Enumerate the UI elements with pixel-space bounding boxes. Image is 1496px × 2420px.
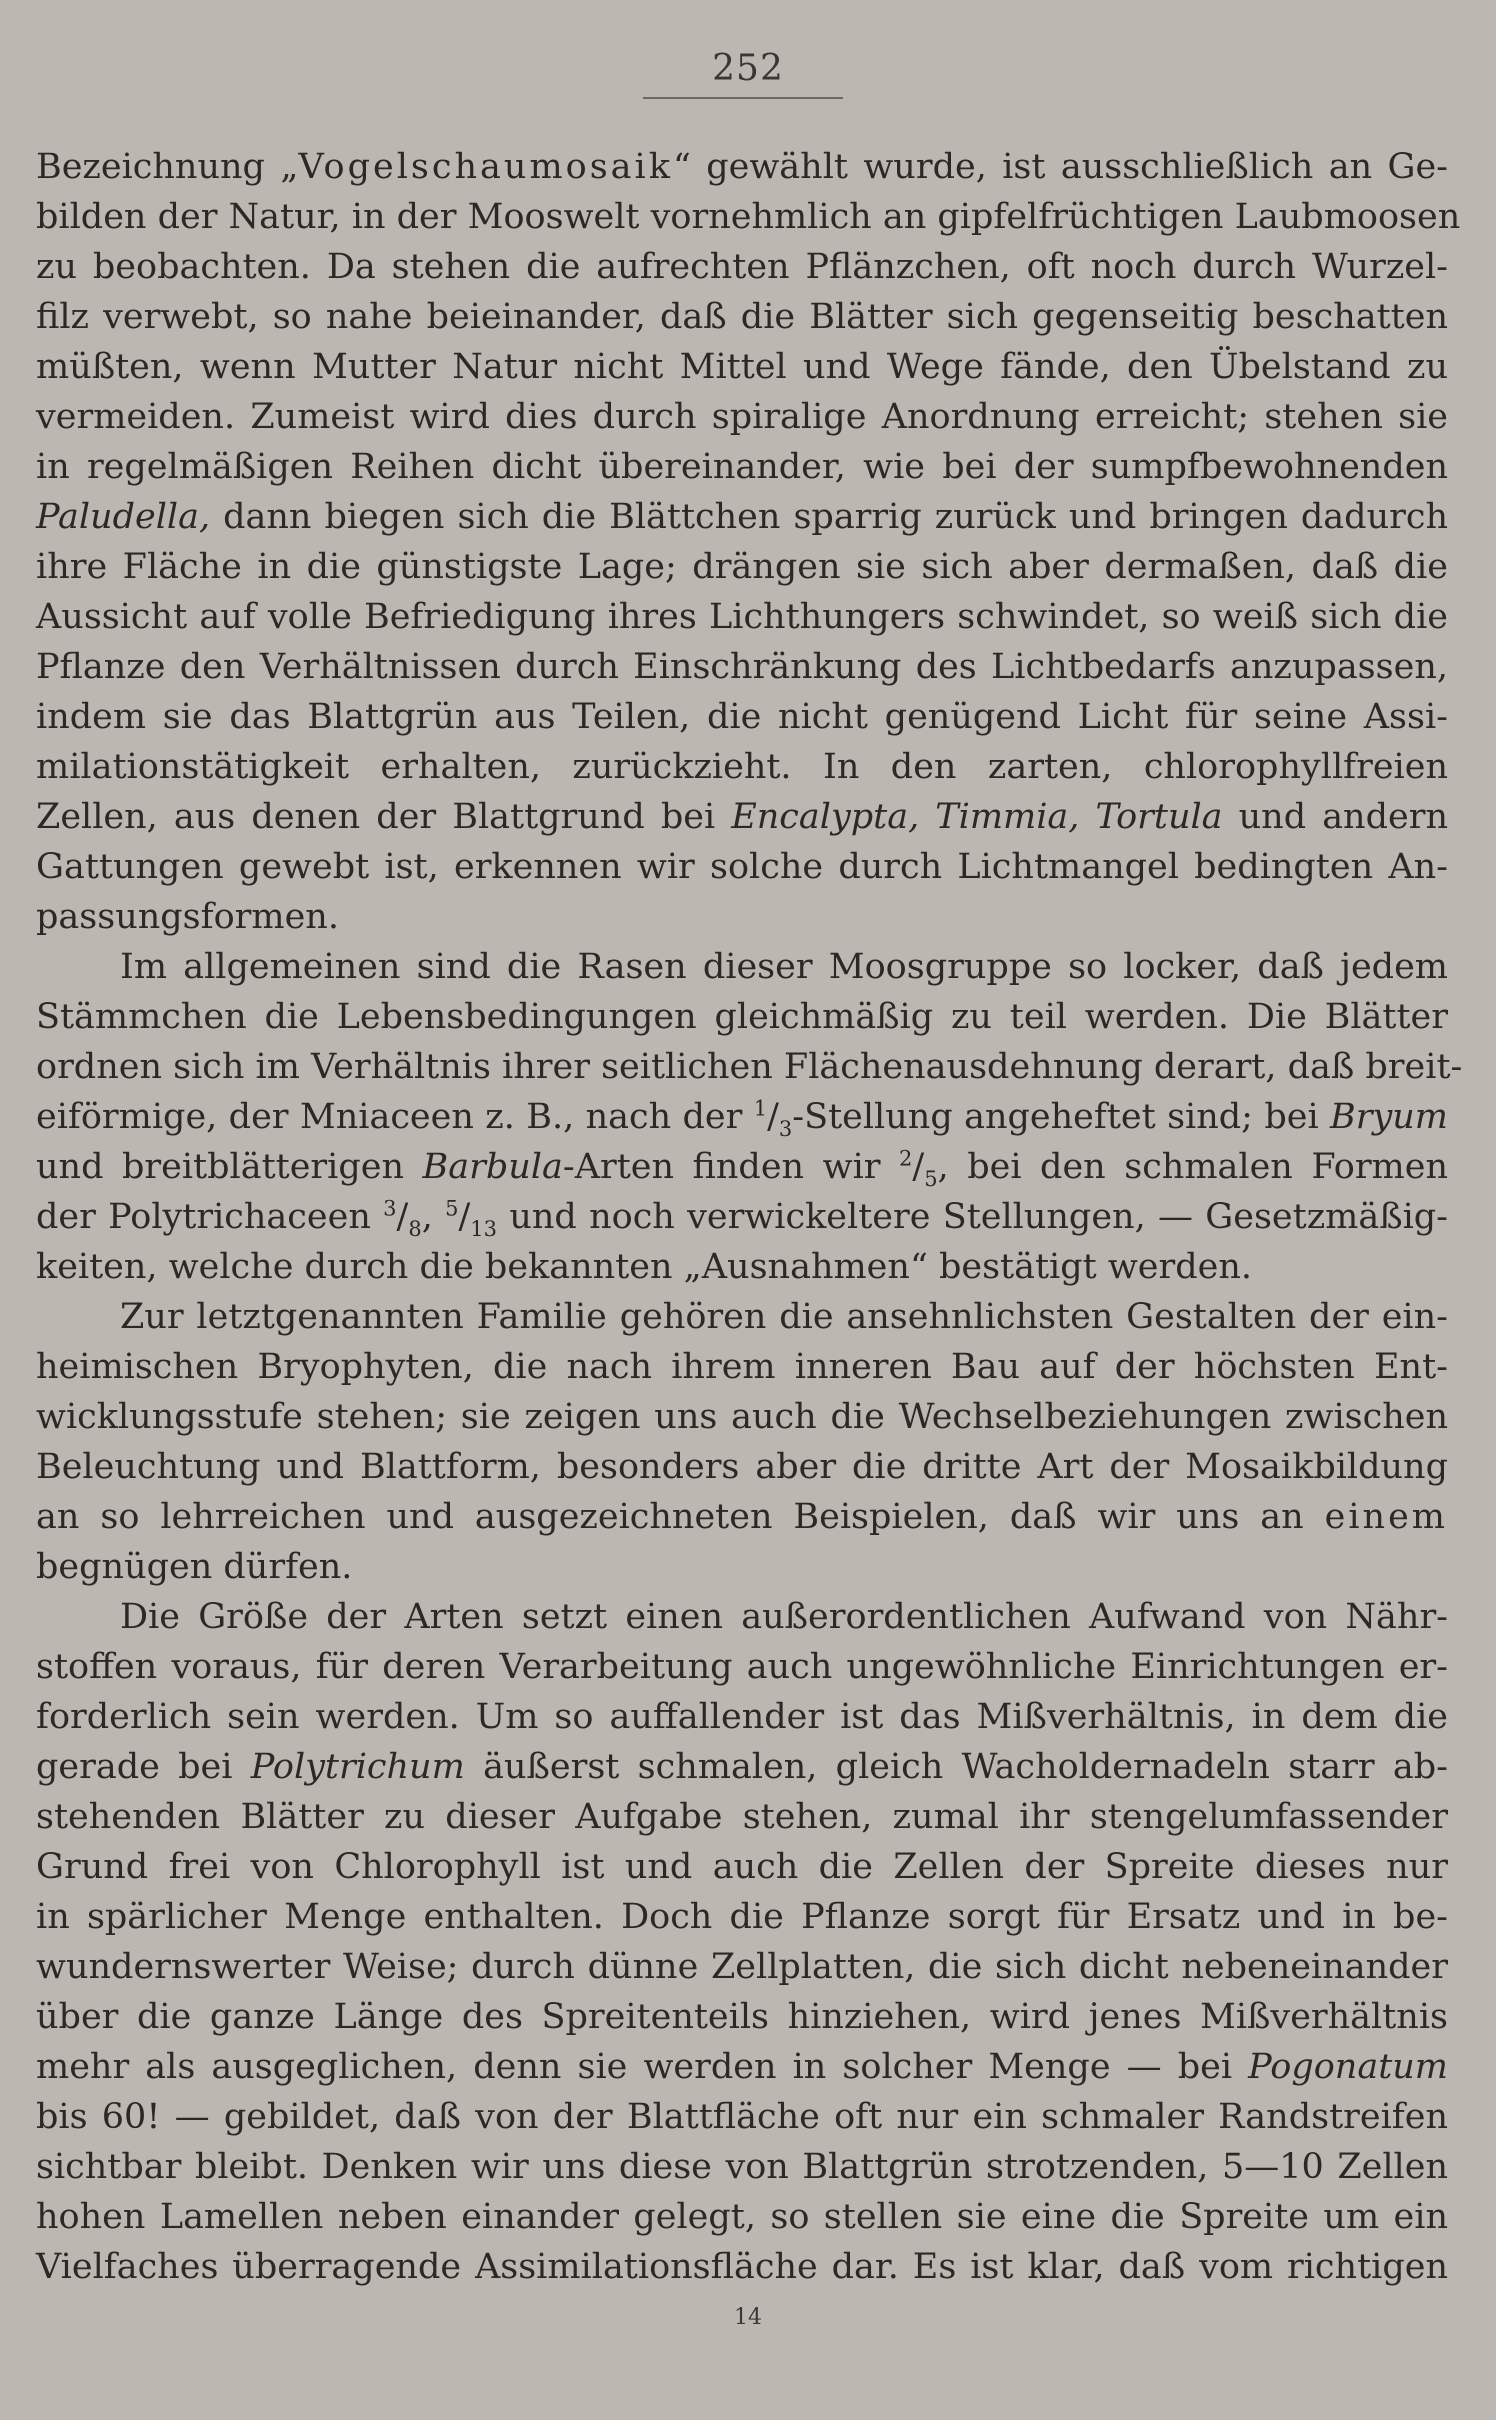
text-segment: Grund frei von Chlorophyll ist und auch die Zellen der Spreite dieses nur (36, 1847, 1448, 1887)
text-line (36, 1992, 1448, 2042)
text-segment: Vielfaches überragende Assimilationsfläche dar. Es ist klar, daß vom richtigen (36, 2247, 1448, 2287)
text-segment: heimischen Bryophyten, die nach ihrem inneren Bau auf der höchsten Ent- (36, 1347, 1448, 1387)
text-line (36, 1292, 1448, 1342)
text-line (36, 2042, 1448, 2092)
text-line (36, 192, 1461, 242)
italic-term: Bryum (1330, 1097, 1448, 1137)
text-line (36, 692, 1448, 742)
text-segment: der Polytrichaceen (36, 1197, 384, 1237)
text-segment: begnügen dürfen. (36, 1547, 353, 1587)
italic-term: Pogonatum (1248, 2047, 1448, 2087)
text-line (36, 892, 1448, 942)
text-segment: wundernswerter Weise; durch dünne Zellplatten, die sich dicht nebeneinander (36, 1947, 1448, 1987)
text-segment: an so lehrreichen und ausgezeichneten Beispielen, daß wir uns an (36, 1497, 1325, 1537)
text-line (36, 492, 1448, 542)
text-line (36, 1242, 1448, 1292)
text-line (36, 2142, 1448, 2192)
text-segment: Vogelschaumosaik (298, 147, 673, 187)
fraction-part: 8 (408, 1217, 422, 1241)
text-line (36, 1942, 1448, 1992)
text-segment: wicklungsstufe stehen; sie zeigen uns auch die Wechselbeziehungen zwischen (36, 1397, 1448, 1437)
text-segment: dann biegen sich die Blättchen sparrig zurück und bringen dadurch (210, 497, 1448, 537)
text-segment: milationstätigkeit erhalten, zurückzieht. In den zarten, chlorophyllfreien (36, 747, 1448, 787)
text-segment: über die ganze Länge des Spreitenteils hinziehen, wird jenes Mißverhältnis (36, 1997, 1448, 2037)
text-line (36, 1892, 1448, 1942)
text-line (36, 1642, 1448, 1692)
text-line (36, 1492, 1448, 1542)
text-line (36, 942, 1448, 992)
text-line (36, 292, 1448, 342)
body-text (36, 142, 1463, 2292)
text-line (36, 642, 1448, 692)
text-segment: / (912, 1147, 925, 1187)
text-segment: Aussicht auf volle Befriedigung ihres Lichthungers schwindet, so weiß sich die (36, 597, 1448, 637)
fraction-part: 13 (470, 1217, 498, 1241)
italic-term: Encalypta, Timmia, Tortula (731, 797, 1223, 837)
text-line (36, 1742, 1448, 1792)
text-segment: / (767, 1097, 779, 1137)
text-line (36, 842, 1448, 892)
text-line (36, 442, 1448, 492)
text-line (36, 2192, 1448, 2242)
text-segment: Zur letztgenannten Familie gehören die ansehnlichsten Gestalten der ein- (120, 1297, 1448, 1337)
text-segment: in regelmäßigen Reihen dicht übereinander, wie bei der sumpfbewohnenden (36, 447, 1448, 487)
fraction-part: 5 (924, 1167, 938, 1191)
text-segment: keiten, welche durch die bekannten „Ausnahmen“ bestätigt werden. (36, 1247, 1253, 1287)
text-line (36, 242, 1448, 292)
text-line (36, 2092, 1448, 2142)
printer-signature: 14 (734, 2305, 762, 2330)
text-segment: / (458, 1197, 471, 1237)
header-rule (643, 97, 843, 99)
text-line (36, 592, 1448, 642)
text-segment: passungsformen. (36, 897, 339, 937)
text-segment: ihre Fläche in die günstigste Lage; drängen sie sich aber dermaßen, daß die (36, 547, 1448, 587)
text-line (36, 1842, 1448, 1892)
text-segment: in spärlicher Menge enthalten. Doch die Pflanze sorgt für Ersatz und in be- (36, 1897, 1448, 1937)
text-line (36, 392, 1448, 442)
text-line (36, 1142, 1448, 1192)
text-line (36, 1542, 1448, 1592)
text-line (36, 1692, 1448, 1742)
text-segment: Zellen, aus denen der Blattgrund bei (36, 797, 732, 837)
text-segment: vermeiden. Zumeist wird dies durch spiralige Anordnung erreicht; stehen sie (36, 397, 1448, 437)
text-segment: äußerst schmalen, gleich Wacholdernadeln starr ab- (464, 1747, 1448, 1787)
text-segment: , bei den schmalen Formen (937, 1147, 1448, 1187)
text-segment: mehr als ausgeglichen, denn sie werden in solcher Menge — bei (36, 2047, 1249, 2087)
text-segment: indem sie das Blattgrün aus Teilen, die nicht genügend Licht für seine Assi- (36, 697, 1448, 737)
italic-term: Paludella, (36, 497, 211, 537)
text-segment: bis 60! — gebildet, daß von der Blattfläche oft nur ein schmaler Randstreifen (36, 2097, 1448, 2137)
text-segment: filz verwebt, so nahe beieinander, daß die Blätter sich gegenseitig beschatten (36, 297, 1448, 337)
italic-term: Polytrichum (250, 1747, 465, 1787)
text-segment: und noch verwickeltere Stellungen, — Gesetzmäßig- (497, 1197, 1448, 1237)
text-segment: Bezeichnung „ (36, 147, 299, 187)
text-segment: müßten, wenn Mutter Natur nicht Mittel und Wege fände, den Übelstand zu (36, 347, 1448, 387)
fraction-part: 3 (383, 1196, 397, 1221)
text-line (36, 742, 1448, 792)
text-segment: Gattungen gewebt ist, erkennen wir solche durch Lichtmangel bedingten An- (36, 847, 1448, 887)
italic-term: Barbula (422, 1147, 563, 1187)
text-segment: -Arten finden wir (562, 1147, 900, 1187)
text-segment: sichtbar bleibt. Denken wir uns diese von Blattgrün strotzenden, 5—10 Zellen (36, 2147, 1448, 2187)
text-line (36, 1192, 1448, 1242)
text-line (36, 1342, 1448, 1392)
text-segment: bilden der Natur, in der Mooswelt vornehmlich an gipfelfrüchtigen Laubmoosen (36, 197, 1461, 237)
text-segment: -Stellung angeheftet sind; bei (792, 1097, 1331, 1137)
text-line (36, 2242, 1448, 2292)
text-line (36, 1092, 1448, 1142)
text-segment: und breitblätterigen (36, 1147, 423, 1187)
fraction-part: 2 (899, 1146, 913, 1171)
text-segment: einem (1324, 1497, 1448, 1537)
fraction-part: 5 (445, 1196, 459, 1221)
text-line (36, 542, 1448, 592)
text-segment: forderlich sein werden. Um so auffallender ist das Mißverhältnis, in dem die (36, 1697, 1448, 1737)
text-segment: Beleuchtung und Blattform, besonders aber die dritte Art der Mosaikbildung (36, 1447, 1448, 1487)
text-segment: hohen Lamellen neben einander gelegt, so stellen sie eine die Spreite um ein (36, 2197, 1448, 2237)
text-line (36, 792, 1448, 842)
text-segment: gerade bei (36, 1747, 251, 1787)
text-segment: , (421, 1197, 446, 1237)
text-line (36, 992, 1448, 1042)
page-number: 252 (712, 48, 784, 89)
text-segment: und andern (1222, 797, 1448, 837)
text-segment: “ gewählt wurde, ist ausschließlich an Ge- (672, 147, 1448, 187)
text-line (36, 1592, 1448, 1642)
text-segment: stoffen voraus, für deren Verarbeitung auch ungewöhnliche Einrichtungen er- (36, 1647, 1448, 1687)
text-line (36, 1442, 1448, 1492)
text-segment: ordnen sich im Verhältnis ihrer seitlichen Flächenausdehnung derart, daß breit- (36, 1047, 1463, 1087)
text-line (36, 1392, 1448, 1442)
text-segment: Im allgemeinen sind die Rasen dieser Moosgruppe so locker, daß jedem (120, 947, 1448, 987)
text-segment: Pflanze den Verhältnissen durch Einschränkung des Lichtbedarfs anzupassen, (36, 647, 1448, 687)
fraction-part: 1 (753, 1096, 768, 1121)
text-segment: eiförmige, der Mniaceen z. B., nach der (36, 1097, 754, 1137)
text-line (36, 142, 1448, 192)
text-segment: Stämmchen die Lebensbedingungen gleichmäßig zu teil werden. Die Blätter (36, 997, 1448, 1037)
text-line (36, 1042, 1463, 1092)
text-line (36, 342, 1448, 392)
text-segment: Die Größe der Arten setzt einen außerordentlichen Aufwand von Nähr- (120, 1597, 1448, 1637)
fraction-part: 3 (778, 1117, 793, 1141)
text-segment: stehenden Blätter zu dieser Aufgabe stehen, zumal ihr stengelumfassender (36, 1797, 1448, 1837)
text-segment: zu beobachten. Da stehen die aufrechten Pflänzchen, oft noch durch Wurzel- (36, 247, 1448, 287)
text-segment: / (396, 1197, 409, 1237)
text-line (36, 1792, 1448, 1842)
